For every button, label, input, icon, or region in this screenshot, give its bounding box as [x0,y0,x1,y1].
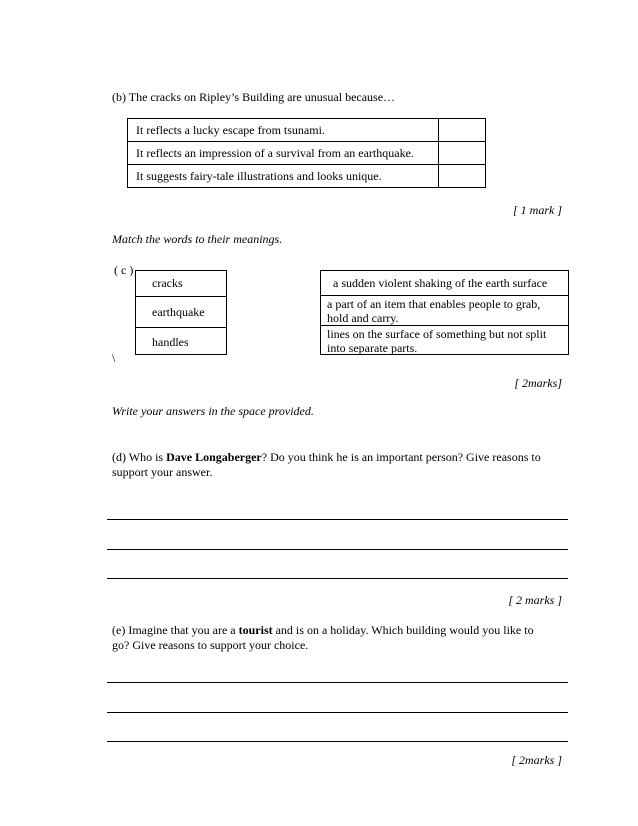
write-instruction: Write your answers in the space provided. [112,404,314,418]
question-d-line1: (d) Who is Dave Longaberger? Do you think he is an important person? Give reasons to [112,450,541,464]
option-b-3: It suggests fairy-tale illustrations and looks unique. [128,165,439,188]
question-c-label: ( c ) [114,263,134,277]
answer-line-d-1[interactable] [107,519,568,520]
answer-box-b-2[interactable] [439,142,486,165]
stray-mark: \ [112,351,116,365]
answer-line-d-2[interactable] [107,549,568,550]
word-handles[interactable]: handles [136,327,226,356]
answer-line-e-3[interactable] [107,741,568,742]
answer-line-d-3[interactable] [107,578,568,579]
answer-line-e-1[interactable] [107,682,568,683]
question-e-line2: go? Give reasons to support your choice. [112,638,309,652]
meaning-1[interactable]: a sudden violent shaking of the earth surface [333,276,548,290]
mark-e: [ 2marks ] [511,753,562,767]
options-table-b [127,118,486,188]
option-b-1: It reflects a lucky escape from tsunami. [128,119,439,142]
word-earthquake[interactable]: earthquake [136,296,226,327]
answer-line-e-2[interactable] [107,712,568,713]
question-d-line2: support your answer. [112,465,213,479]
name-dave-longaberger: Dave Longaberger [166,450,262,464]
word-cracks[interactable]: cracks [152,276,183,290]
table-row [128,119,486,142]
meanings-box [320,270,569,355]
table-row [128,165,486,188]
words-box [135,270,227,355]
question-b: (b) The cracks on Ripley’s Building are unusual because… [112,90,396,104]
meaning-3[interactable]: lines on the surface of something but not split into separate parts. [321,325,568,356]
table-row [128,142,486,165]
match-instruction: Match the words to their meanings. [112,232,283,246]
option-b-2: It reflects an impression of a survival from an earthquake. [128,142,439,165]
meaning-2[interactable]: a part of an item that enables people to grab, hold and carry. [321,295,568,325]
mark-c: [ 2marks] [514,376,562,390]
answer-box-b-1[interactable] [439,119,486,142]
mark-b: [ 1 mark ] [512,203,562,217]
mark-d: [ 2 marks ] [508,593,562,607]
word-tourist: tourist [238,623,273,637]
question-e-line1: (e) Imagine that you are a tourist and is on a holiday. Which building would you like to [112,623,534,637]
answer-box-b-3[interactable] [439,165,486,188]
